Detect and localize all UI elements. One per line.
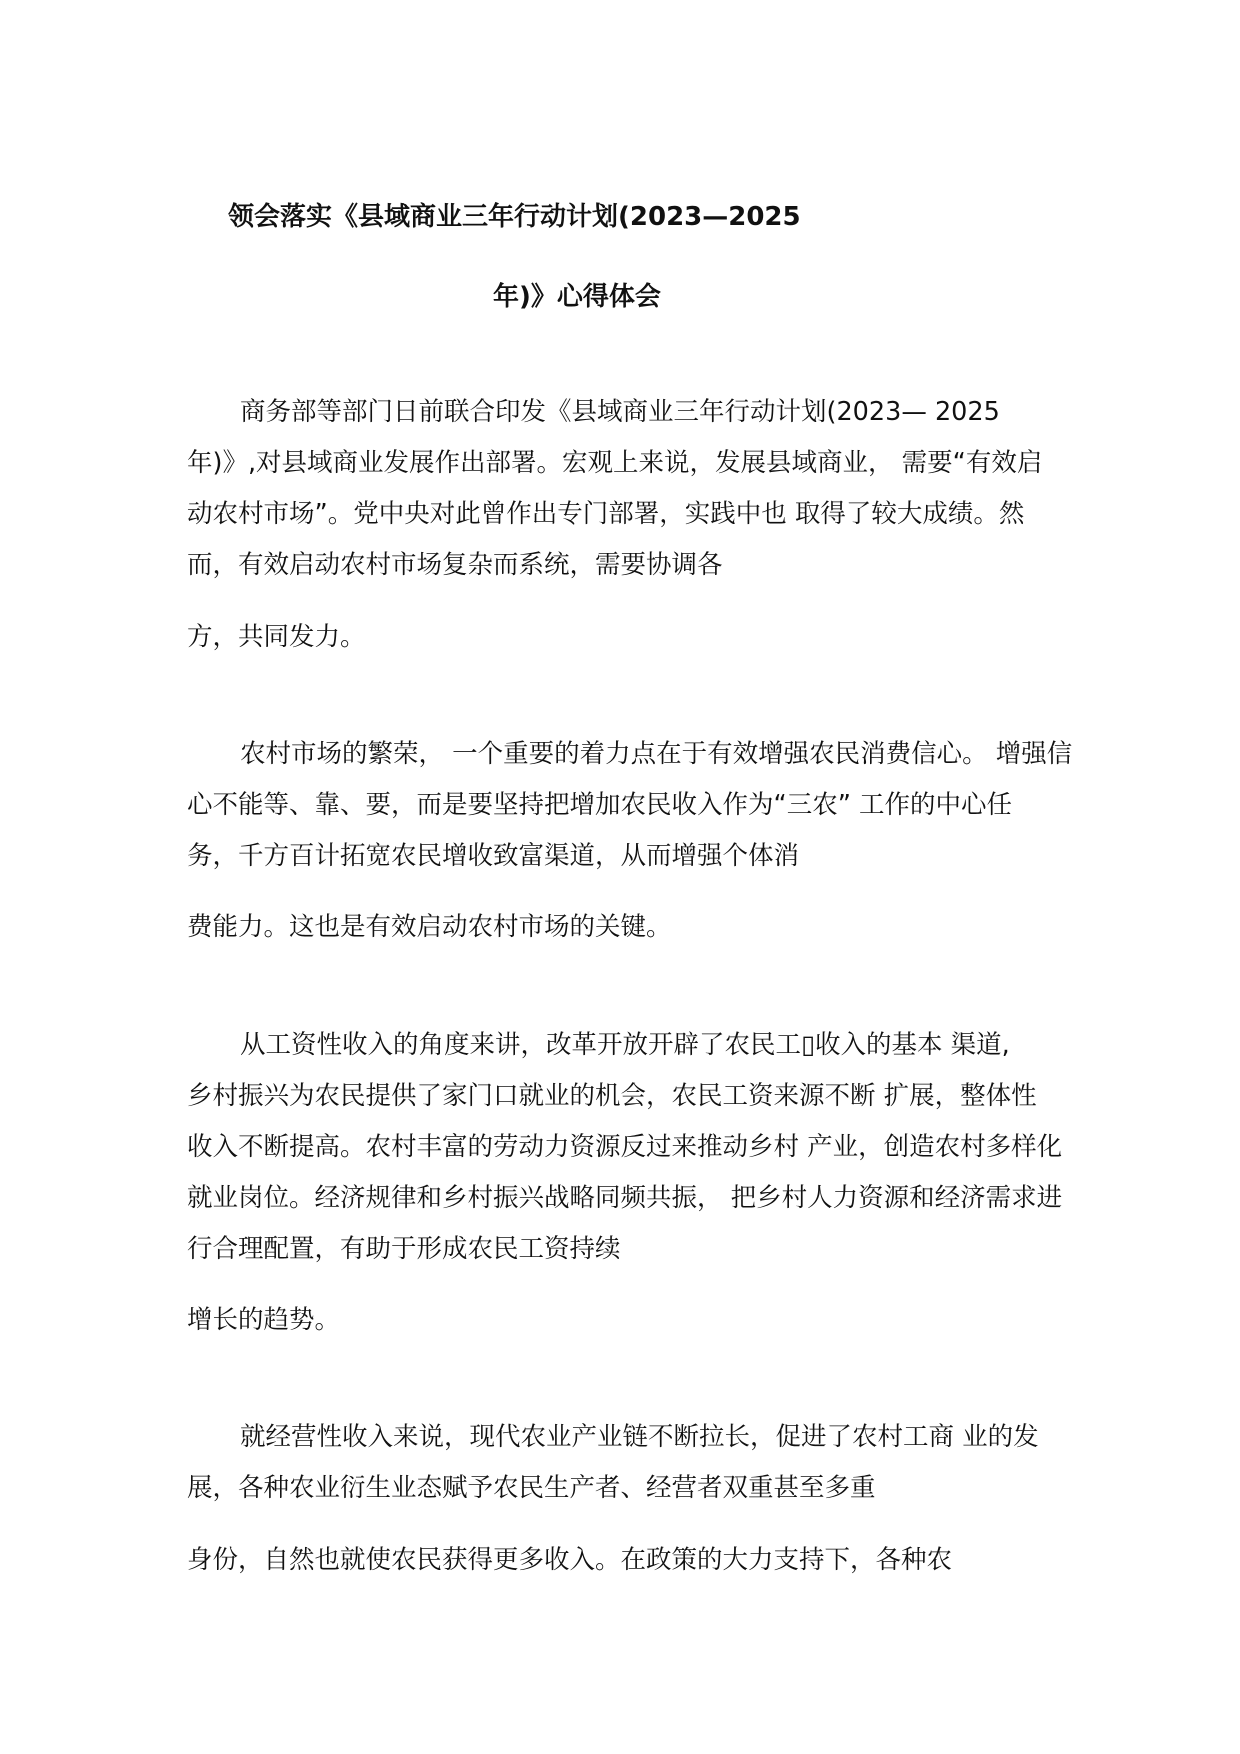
paragraph-1-line-3: 动农村市场”。党中央对此曾作出专门部署，实践中也 取得了较大成绩。然 [187,499,1025,529]
paragraph-1-line-1: 商务部等部门日前联合印发《县域商业三年行动计划(2023— 2025 [240,397,1000,427]
paragraph-1-line-2: 年)》,对县域商业发展作出部署。宏观上来说，发展县域商业， 需要“有效启 [187,448,1043,478]
paragraph-4-line-2: 展，各种农业衍生业态赋予农民生产者、经营者双重甚至多重 [187,1473,876,1503]
paragraph-4-line-1: 就经营性收入来说，现代农业产业链不断拉长，促进了农村工商 业的发 [240,1422,1039,1452]
paragraph-1-line-4: 而，有效启动农村市场复杂而系统，需要协调各 [187,550,723,580]
document-title-line-1: 领会落实《县域商业三年行动计划(2023—2025 [228,202,801,232]
paragraph-3-line-5: 行合理配置，有助于形成农民工资持续 [187,1234,621,1264]
paragraph-2-line-3: 务，千方百计拓宽农民增收致富渠道，从而增强个体消 [187,841,800,871]
paragraph-3-line-4: 就业岗位。经济规律和乡村振兴战略同频共振， 把乡村人力资源和经济需求进 [187,1183,1063,1213]
paragraph-3-line-1: 从工资性收入的角度来讲，改革开放开辟了农民工▯收入的基本 渠道, [240,1030,1010,1060]
paragraph-4-tail: 身份，自然也就使农民获得更多收入。在政策的大力支持下，各种农 [187,1545,953,1575]
document-title-line-2: 年)》心得体会 [493,282,661,312]
paragraph-1-tail: 方，共同发力。 [187,622,366,652]
paragraph-2-line-2: 心不能等、靠、要，而是要坚持把增加农民收入作为“三农” 工作的中心任 [187,790,1013,820]
paragraph-3-tail: 增长的趋势。 [187,1305,341,1335]
paragraph-3-line-3: 收入不断提高。农村丰富的劳动力资源反过来推动乡村 产业，创造农村多样化 [187,1132,1063,1162]
paragraph-3-line-2: 乡村振兴为农民提供了家门口就业的机会，农民工资来源不断 扩展，整体性 [187,1081,1037,1111]
paragraph-2-tail: 费能力。这也是有效启动农村市场的关键。 [187,912,672,942]
paragraph-2-line-1: 农村市场的繁荣， 一个重要的着力点在于有效增强农民消费信心。 增强信 [240,739,1073,769]
